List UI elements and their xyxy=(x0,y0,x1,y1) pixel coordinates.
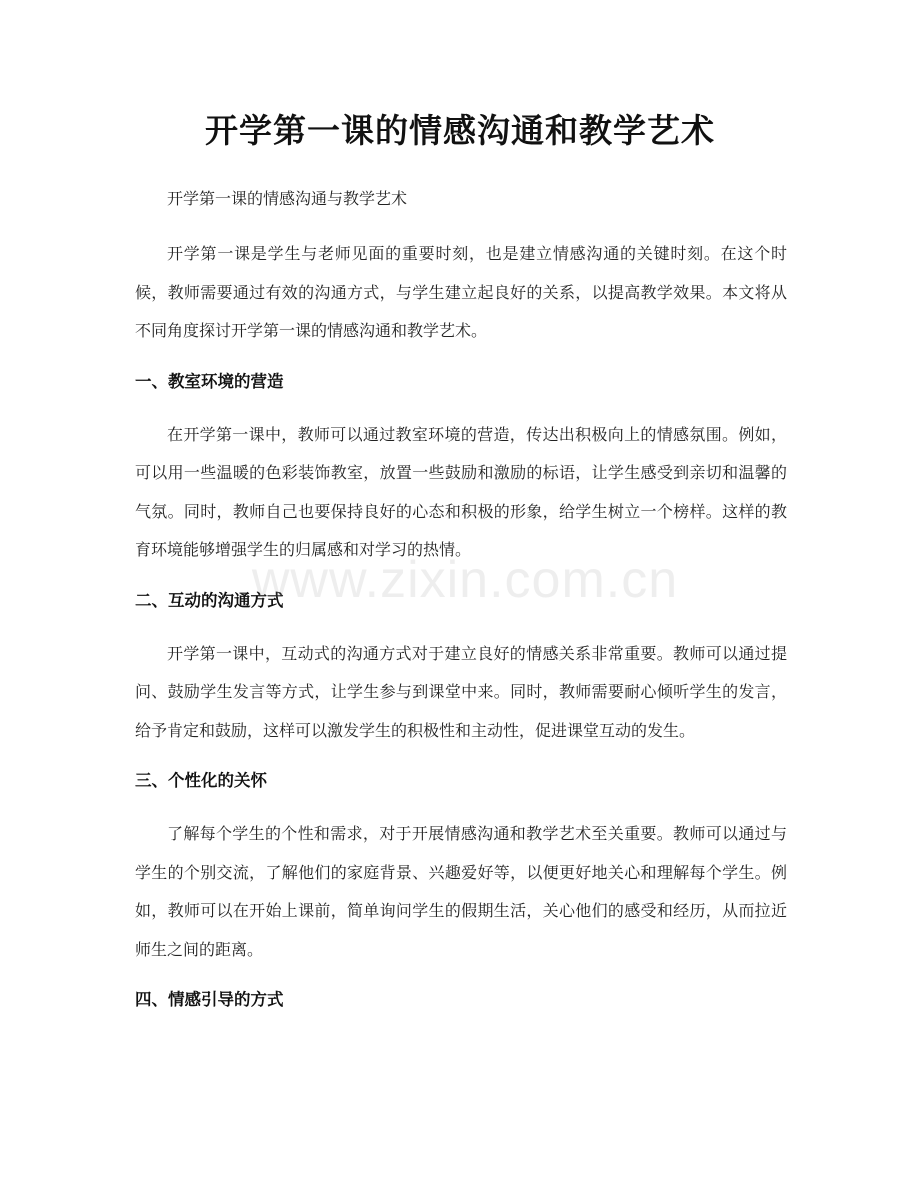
section-heading-3: 三、个性化的关怀 xyxy=(135,771,267,790)
document-body xyxy=(135,180,787,1034)
section-heading-2: 二、互动的沟通方式 xyxy=(135,590,284,610)
section-body-1: 在开学第一课中，教师可以通过教室环境的营造，传达出积极向上的情感氛围。例如，可以用一些温暖的色彩装饰教室，放置一些鼓励和激励的标语，让学生感受到亲切和温馨的气氛。同时，教师自己也要保持良好的心态和积极的形象，给学生树立一个榜样。这样的教育环境能够增强学生的归属感和对学习的热情。 xyxy=(135,424,787,559)
section-heading-1: 一、教室环境的营造 xyxy=(135,371,284,391)
section-body-3: 了解每个学生的个性和需求，对于开展情感沟通和教学艺术至关重要。教师可以通过与学生的个别交流，了解他们的家庭背景、兴趣爱好等，以便更好地关心和理解每个学生。例如，教师可以在开始上课前，简单询问学生的假期生活，关心他们的感受和经历，从而拉近师生之间的距离。 xyxy=(135,824,787,959)
page-title: 开学第一课的情感沟通和教学艺术 xyxy=(205,111,715,150)
watermark: www.zixin.com.cn xyxy=(251,551,679,609)
section-body-2: 开学第一课中，互动式的沟通方式对于建立良好的情感关系非常重要。教师可以通过提问、鼓励学生发言等方式，让学生参与到课堂中来。同时，教师需要耐心倾听学生的发言，给予肯定和鼓励，这样可以激发学生的积极性和主动性，促进课堂互动的发生。 xyxy=(135,643,787,740)
document-subtitle: 开学第一课的情感沟通与教学艺术 xyxy=(167,189,408,208)
intro-paragraph: 开学第一课是学生与老师见面的重要时刻，也是建立情感沟通的关键时刻。在这个时候，教师需要通过有效的沟通方式，与学生建立起良好的关系，以提高教学效果。本文将从不同角度探讨开学第一课的情感沟通和教学艺术。 xyxy=(135,244,787,340)
section-heading-4: 四、情感引导的方式 xyxy=(135,990,284,1009)
